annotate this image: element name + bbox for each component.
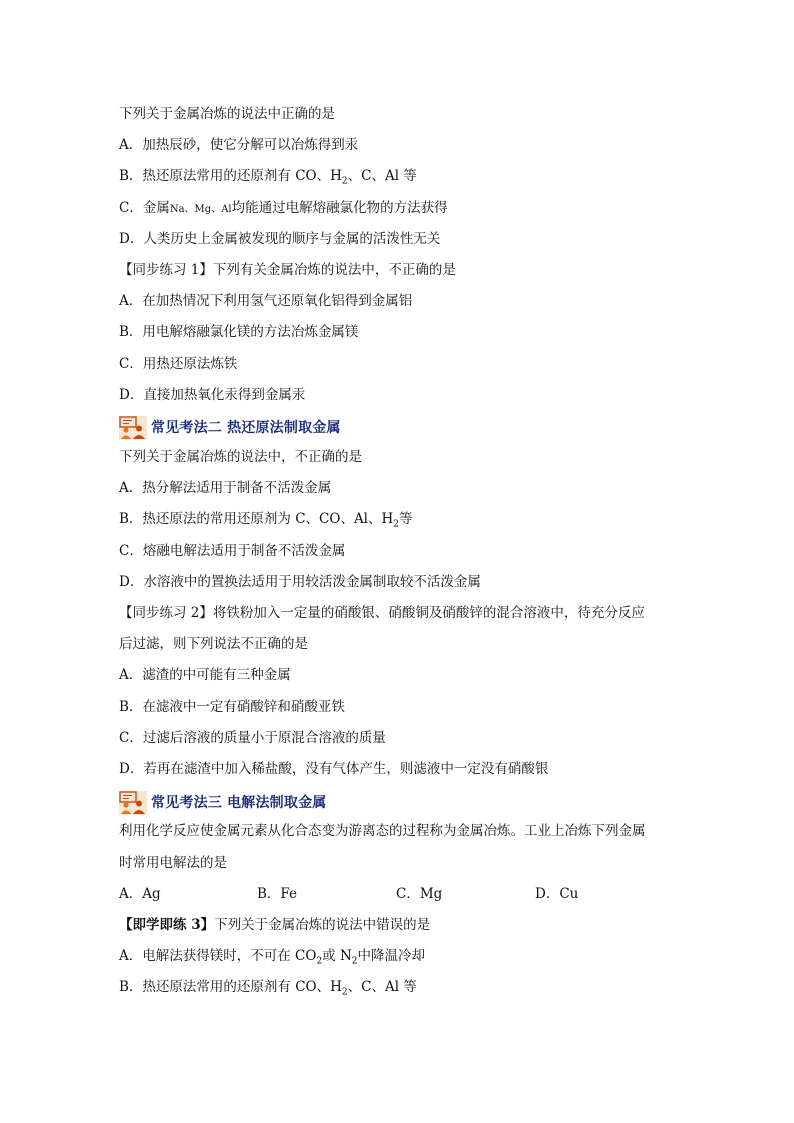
option-text: 、C、Al 等 bbox=[347, 168, 417, 185]
practice-2-option-b: B．在滤液中一定有硝酸锌和硝酸亚铁 bbox=[119, 698, 345, 715]
practice-2-option-d: D．若再在滤渣中加入稀盐酸，没有气体产生，则滤液中一定没有硝酸银 bbox=[119, 760, 549, 777]
question-1-option-a: A．加热辰砂，使它分解可以冶炼得到汞 bbox=[119, 137, 359, 154]
subscript: 2 bbox=[351, 956, 358, 967]
option-text: B．热还原法常用的还原剂有 CO、H bbox=[119, 168, 342, 185]
question-1-option-c bbox=[119, 195, 679, 226]
question-3-stem-line-1: 利用化学反应使金属元素从化合态变为游离态的过程称为金属冶炼。工业上冶炼下列金属 bbox=[119, 823, 646, 840]
practice-3-stem bbox=[119, 912, 679, 943]
section-heading-3 bbox=[119, 787, 679, 818]
option-text: A．电解法获得镁时，不可在 CO bbox=[119, 948, 317, 965]
practice-text: 下列关于金属冶炼的说法中错误的是 bbox=[214, 916, 431, 933]
practice-2-option-c: C．过滤后溶液的质量小于原混合溶液的质量 bbox=[119, 729, 386, 746]
question-1-stem: 下列关于金属冶炼的说法中正确的是 bbox=[119, 106, 335, 122]
question-3-option-a: A．Ag bbox=[119, 885, 161, 902]
option-text: 等 bbox=[399, 511, 413, 528]
practice-3-option-b bbox=[119, 974, 679, 1005]
practice-2-stem-line-2: 后过滤，则下列说法不正确的是 bbox=[119, 636, 308, 653]
section-heading-title: 常见考法二 热还原法制取金属 bbox=[151, 420, 341, 437]
document-content bbox=[119, 101, 679, 1005]
option-text: 或 N bbox=[322, 948, 352, 965]
subscript: 2 bbox=[341, 177, 348, 188]
question-3-option-d: D．Cu bbox=[535, 885, 579, 902]
question-3-option-b: B．Fe bbox=[257, 885, 298, 902]
option-text: 中降温冷却 bbox=[357, 948, 426, 965]
practice-3-option-a bbox=[119, 943, 679, 974]
question-3-stem-line-2: 时常用电解法的是 bbox=[119, 854, 227, 871]
question-2-option-c: C．熔融电解法适用于制备不活泼金属 bbox=[119, 542, 346, 559]
practice-label: 【即学即练 3】 bbox=[119, 916, 215, 933]
practice-1-stem: 【同步练习 1】下列有关金属冶炼的说法中，不正确的是 bbox=[119, 261, 456, 278]
practice-2-stem-line-1: 【同步练习 2】将铁粉加入一定量的硝酸银、硝酸铜及硝酸锌的混合溶液中，待充分反应 bbox=[119, 605, 645, 621]
question-2-option-d: D．水溶液中的置换法适用于用较活泼金属制取较不活泼金属 bbox=[119, 573, 481, 590]
teacher-icon bbox=[119, 416, 147, 440]
option-text: B．热还原法的常用还原剂为 C、CO、Al、H bbox=[119, 511, 394, 528]
question-2-stem: 下列关于金属冶炼的说法中，不正确的是 bbox=[119, 449, 362, 466]
question-3-options bbox=[119, 881, 679, 912]
subscript: 2 bbox=[341, 987, 348, 998]
metal-symbols: Na、Mg、Al bbox=[169, 203, 232, 215]
question-1-option-d: D．人类历史上金属被发现的顺序与金属的活泼性无关 bbox=[119, 230, 441, 247]
section-heading-title: 常见考法三 电解法制取金属 bbox=[151, 794, 327, 811]
question-2-option-b bbox=[119, 506, 679, 537]
question-3-option-c: C．Mg bbox=[396, 885, 443, 902]
option-text: 均能通过电解熔融氯化物的方法获得 bbox=[231, 199, 448, 216]
section-heading-2 bbox=[119, 413, 679, 444]
practice-1-option-b: B．用电解熔融氯化镁的方法冶炼金属镁 bbox=[119, 324, 359, 341]
question-2-option-a: A．热分解法适用于制备不活泼金属 bbox=[119, 480, 332, 497]
teacher-icon bbox=[119, 791, 147, 815]
option-text: B．热还原法常用的还原剂有 CO、H bbox=[119, 979, 342, 996]
subscript: 2 bbox=[393, 520, 400, 531]
question-1-option-b bbox=[119, 163, 679, 194]
option-text: C．金属 bbox=[119, 199, 170, 216]
practice-1-option-d: D．直接加热氧化汞得到金属汞 bbox=[119, 386, 306, 403]
subscript: 2 bbox=[316, 956, 323, 967]
practice-1-option-c: C．用热还原法炼铁 bbox=[119, 355, 238, 372]
practice-1-option-a: A．在加热情况下利用氢气还原氧化铝得到金属铝 bbox=[119, 293, 413, 310]
practice-2-option-a: A．滤渣的中可能有三种金属 bbox=[119, 667, 291, 684]
option-text: 、C、Al 等 bbox=[347, 979, 417, 996]
